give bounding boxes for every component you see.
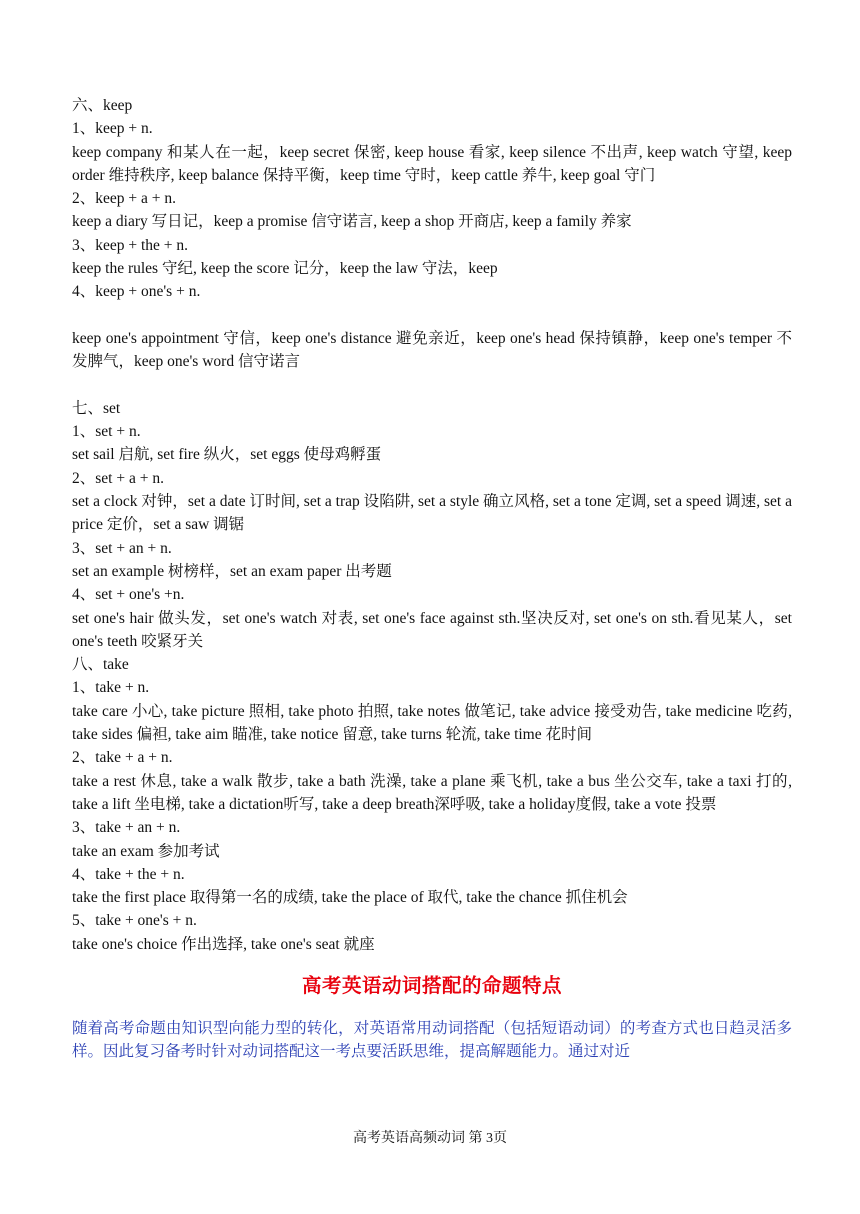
document-body (72, 94, 792, 1064)
take-subheading-4: 4、take + the + n. (72, 865, 185, 883)
keep-paragraph-4: keep one's appointment 守信，keep one's distance 避免亲近，keep one's head 保持镇静，keep one's temper 不发脾气，keep one's word 信守诺言 (72, 329, 792, 371)
take-paragraph-3: take an exam 参加考试 (72, 842, 220, 860)
set-paragraph-4: set one's hair 做头发，set one's watch 对表, set one's face against sth.坚决反对, set one's on sth.看见某人，set one's teeth 咬紧牙关 (72, 609, 792, 650)
set-subheading-1: 1、set + n. (72, 423, 141, 441)
take-subheading-3: 3、take + an + n. (72, 819, 181, 837)
spacer (72, 304, 792, 327)
intro-paragraph: 随着高考命题由知识型向能力型的转化，对英语常用动词搭配（包括短语动词）的考查方式也日趋灵活多样。因此复习备考时针对动词搭配这一考点要活跃思维，提高解题能力。通过对近 (72, 1019, 792, 1061)
take-heading: 八、take (72, 656, 129, 674)
take-subheading-1: 1、take + n. (72, 679, 150, 697)
set-subheading-2: 2、set + a + n. (72, 469, 164, 487)
take-subheading-2: 2、take + a + n. (72, 749, 173, 767)
spacer (72, 374, 792, 397)
set-heading: 七、set (72, 399, 121, 417)
keep-subheading-4: 4、keep + one's + n. (72, 283, 201, 301)
set-subheading-3: 3、set + an + n. (72, 539, 172, 557)
keep-subheading-1: 1、keep + n. (72, 120, 153, 138)
keep-subheading-2: 2、keep + a + n. (72, 190, 176, 208)
keep-subheading-3: 3、keep + the + n. (72, 236, 189, 254)
section-title: 高考英语动词搭配的命题特点 (301, 975, 562, 997)
take-subheading-5: 5、take + one's + n. (72, 912, 197, 930)
set-subheading-4: 4、set + one's +n. (72, 586, 185, 604)
take-paragraph-4: take the first place 取得第一名的成绩, take the place of 取代, take the chance 抓住机会 (72, 889, 628, 907)
page-footer: 高考英语高频动词 第 3页 (353, 1131, 507, 1146)
set-paragraph-3: set an example 树榜样，set an exam paper 出考题 (72, 562, 392, 580)
keep-paragraph-2: keep a diary 写日记，keep a promise 信守诺言, keep a shop 开商店, keep a family 养家 (72, 213, 632, 231)
keep-paragraph-1: keep company 和某人在一起，keep secret 保密, keep house 看家, keep silence 不出声, keep watch 守望, keep order 维持秩序, keep balance 保持平衡，keep time 守时，keep cattle 养牛, keep goal 守门 (72, 143, 792, 184)
keep-heading: 六、keep (72, 97, 133, 114)
set-paragraph-2: set a clock 对钟，set a date 订时间, set a trap 设陷阱, set a style 确立风格, set a tone 定调, set a speed 调速, set a price 定价，set a saw 调锯 (72, 493, 792, 534)
keep-paragraph-3: keep the rules 守纪, keep the score 记分，keep the law 守法，keep (72, 260, 498, 278)
take-paragraph-5: take one's choice 作出选择, take one's seat 就座 (72, 935, 375, 953)
take-paragraph-2: take a rest 休息, take a walk 散步, take a bath 洗澡, take a plane 乘飞机, take a bus 坐公交车, take a taxi 打的, take a lift 坐电梯, take a dictation听写, take a deep breath深呼吸, take a holiday度假, take a vote 投票 (72, 772, 792, 813)
set-paragraph-1: set sail 启航, set fire 纵火，set eggs 使母鸡孵蛋 (72, 446, 382, 464)
take-paragraph-1: take care 小心, take picture 照相, take photo 拍照, take notes 做笔记, take advice 接受劝告, take medicine 吃药, take sides 偏袒, take aim 瞄准, take notice 留意, take turns 轮流, take time 花时间 (72, 702, 792, 744)
